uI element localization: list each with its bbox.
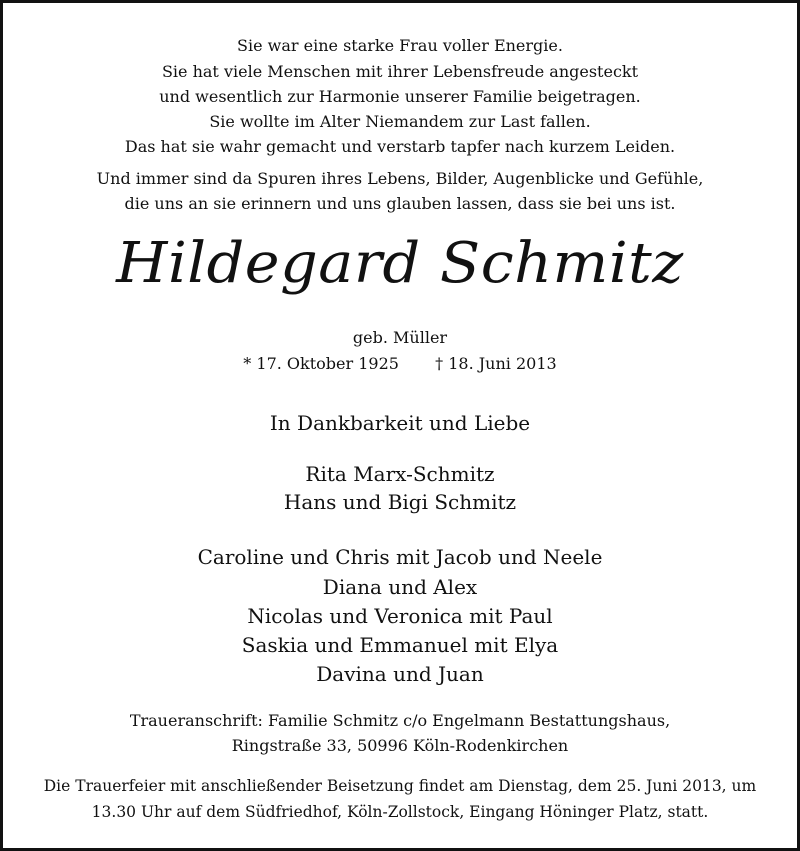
ceremony-line: 13.30 Uhr auf dem Südfriedhof, Köln-Zollstock, Eingang Höninger Platz, statt. <box>91 803 709 821</box>
address-line: Traueranschrift: Familie Schmitz c/o Engelmann Bestattungshaus, <box>129 711 671 730</box>
ceremony-line: Die Trauerfeier mit anschließender Beisetzung findet am Dienstag, dem 25. Juni 2013, um <box>43 777 757 795</box>
mourners-heading: In Dankbarkeit und Liebe <box>269 411 531 435</box>
grandchild-name: Diana und Alex <box>322 575 478 599</box>
mourner-name: Hans und Bigi Schmitz <box>283 490 517 514</box>
intro-line: und wesentlich zur Harmonie unserer Familie beigetragen. <box>159 87 641 106</box>
mourner-name: Rita Marx-Schmitz <box>305 462 495 486</box>
quote-line: die uns an sie erinnern und uns glauben lassen, dass sie bei uns ist. <box>124 194 676 213</box>
grandchild-name: Nicolas und Veronica mit Paul <box>247 604 553 628</box>
intro-line: Sie wollte im Alter Niemandem zur Last fallen. <box>209 112 591 131</box>
address-line: Ringstraße 33, 50996 Köln-Rodenkirchen <box>231 736 569 755</box>
grandchild-name: Caroline und Chris mit Jacob und Neele <box>197 545 603 569</box>
birth-name: geb. Müller <box>352 328 448 347</box>
birth-date: * 17. Oktober 1925 <box>243 354 399 373</box>
death-date: † 18. Juni 2013 <box>435 354 557 373</box>
intro-line: Das hat sie wahr gemacht und verstarb tapfer nach kurzem Leiden. <box>124 137 676 156</box>
deceased-name: Hildegard Schmitz <box>116 231 684 296</box>
quote-line: Und immer sind da Spuren ihres Lebens, Bilder, Augenblicke und Gefühle, <box>96 169 704 188</box>
intro-line: Sie hat viele Menschen mit ihrer Lebensfreude angesteckt <box>161 62 639 81</box>
intro-line: Sie war eine starke Frau voller Energie. <box>237 36 563 55</box>
grandchild-name: Davina und Juan <box>316 662 484 686</box>
grandchild-name: Saskia und Emmanuel mit Elya <box>241 633 559 657</box>
life-dates <box>3 354 797 373</box>
